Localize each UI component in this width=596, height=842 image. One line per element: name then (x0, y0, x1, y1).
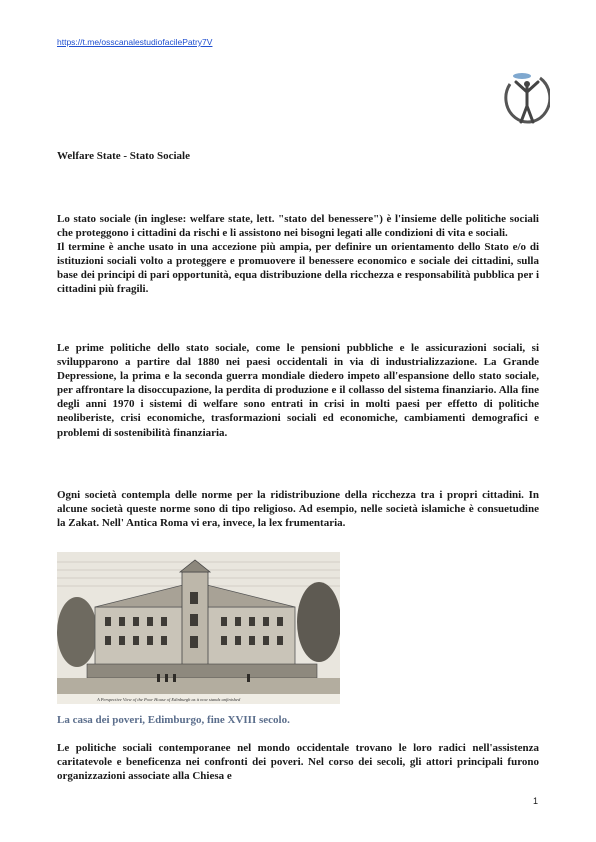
paragraph-1: Lo stato sociale (in inglese: welfare state, lett. "stato del benessere") è l'insieme delle politiche sociali che proteggono i cittadini da rischi e li assistono nei bisogni legati alle condizioni di vita e sociali. Il termine è anche usato in una accezione più ampia, per definire un orientamento dello Stato e/o di istituzioni sociali volto a proteggere e promuovere il benessere economico e sociale dei cittadini, sulla base dei principi di pari opportunità, equa distribuzione della ricchezza e responsabilità pubblica per i cittadini più fragili. (57, 213, 539, 296)
page-title: Welfare State - Stato Sociale (57, 150, 190, 162)
poor-house-engraving (57, 552, 340, 704)
paragraph-4: Le politiche sociali contemporanee nel mondo occidentale trovano le loro radici nell'assistenza caritatevole e beneficenza nei confronti dei poveri. Nel corso dei secoli, gli attori principali furono organizzazioni associate alla Chiesa e (57, 742, 539, 783)
page-number: 1 (533, 796, 539, 806)
telegram-link[interactable]: https://t.me/osscanalestudiofacilePatry7V (57, 37, 213, 47)
figure-caption: La casa dei poveri, Edimburgo, fine XVIII secolo. (57, 714, 290, 726)
logo-icon (500, 70, 550, 132)
paragraph-2: Le prime politiche dello stato sociale, come le pensioni pubbliche e le assicurazioni sociali, si svilupparono a partire dal 1880 nei paesi occidentali in via di industrializzazione. La Grande Depressione, la prima e la seconda guerra mondiale diedero impeto all'espansione dello stato sociale, per affrontare la disoccupazione, la perdita di produzione e il collasso del sistema finanziario. Alla fine degli anni 1970 i sistemi di welfare sono entrati in crisi in molti paesi per effetto di politiche neoliberiste, crisi economiche, trasformazioni sociali ed economiche, cambiamenti demografici e problemi di sostenibilità finanziaria. (57, 342, 539, 439)
paragraph-3: Ogni società contempla delle norme per la ridistribuzione della ricchezza tra i propri cittadini. In alcune società queste norme sono di tipo religioso. Ad esempio, nelle società islamiche è consuetudine la Zakat. Nell' Antica Roma vi era, invece, la lex frumentaria. (57, 489, 539, 530)
engraving-caption: A Perspective View of the Poor House of Edinburgh as it now stands unfinished (97, 697, 241, 702)
